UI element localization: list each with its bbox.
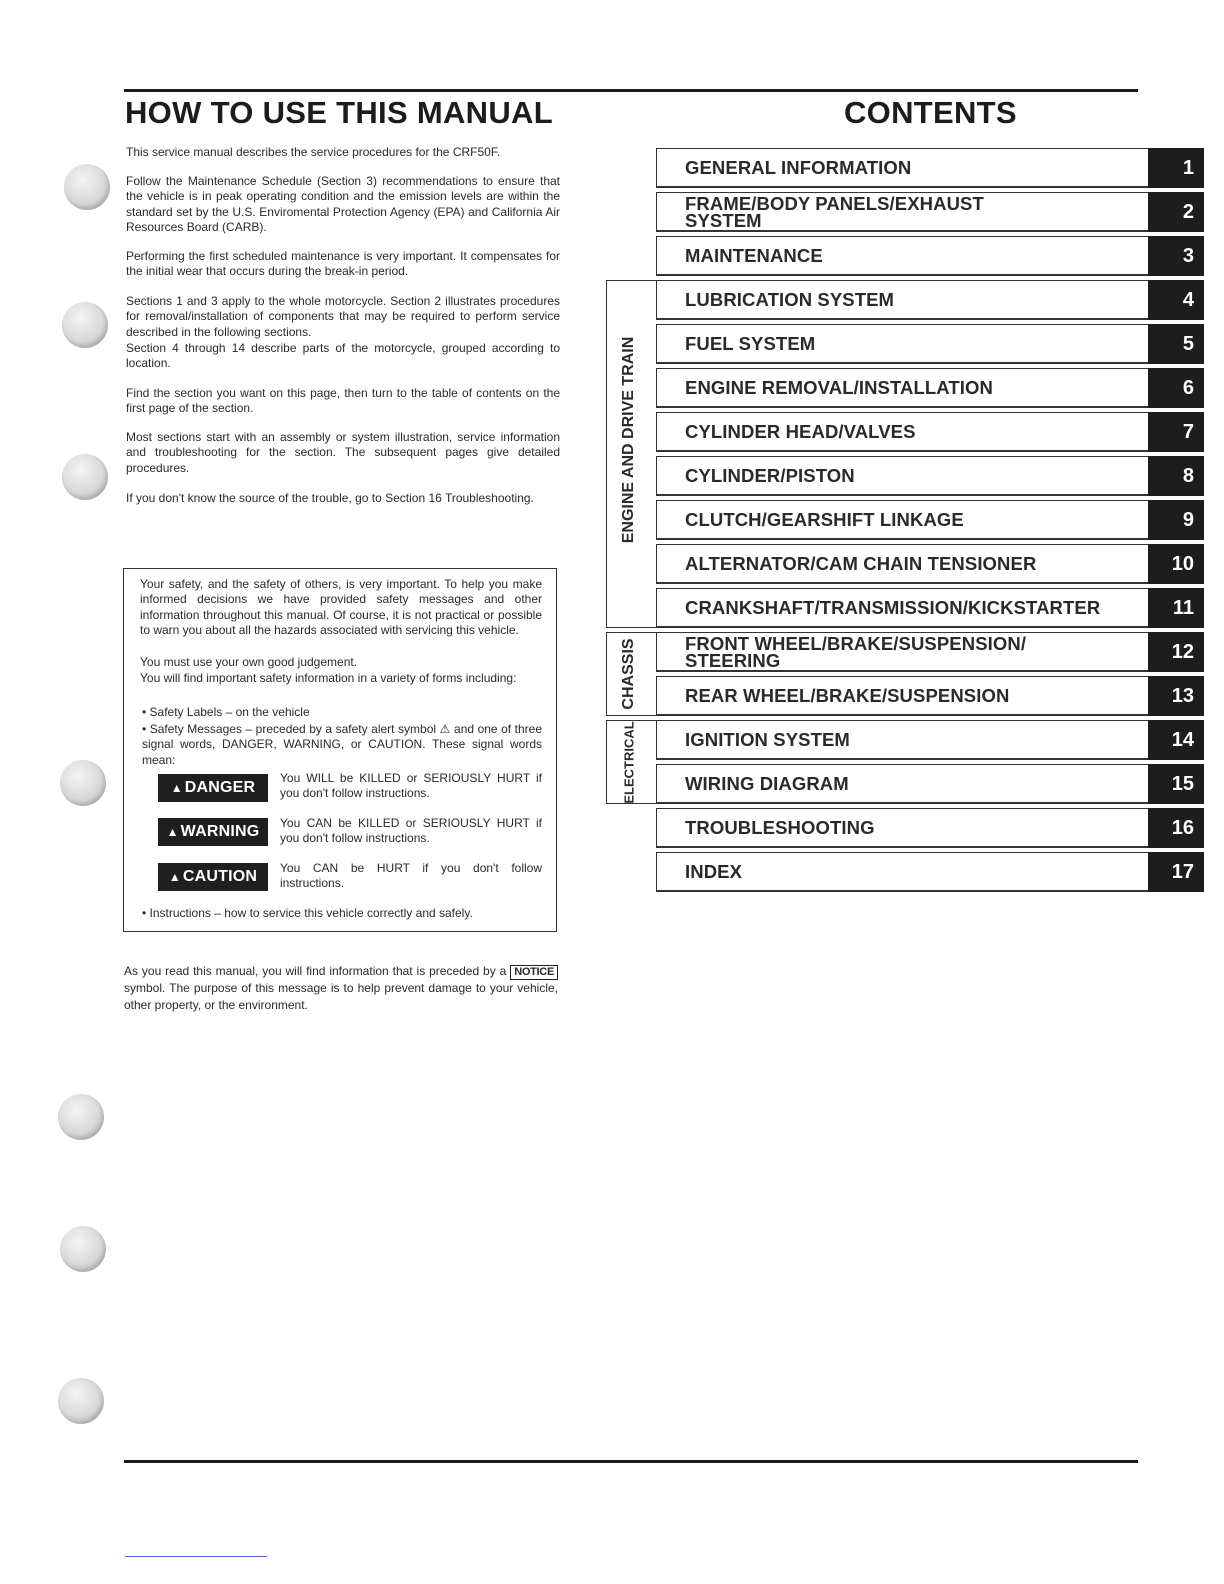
warning-text: You CAN be KILLED or SERIOUSLY HURT if you don't follow instructions. — [280, 816, 542, 846]
binder-hole — [58, 1094, 104, 1140]
bullet-instructions: • Instructions – how to service this vehicle correctly and safely. — [142, 906, 473, 920]
group-electrical — [606, 720, 656, 804]
toc-item[interactable]: LUBRICATION SYSTEM 4 — [656, 280, 1204, 320]
toc-item[interactable]: GENERAL INFORMATION 1 — [656, 148, 1204, 188]
safety-forms: You will find important safety information in a variety of forms including: — [140, 671, 517, 685]
binder-hole — [64, 164, 110, 210]
danger-label: ▲ DANGER — [158, 774, 268, 802]
alert-triangle-icon: ▲ — [166, 825, 179, 839]
section-tab[interactable]: 14 — [1148, 720, 1204, 760]
top-rule — [124, 89, 1138, 92]
toc-item[interactable]: CRANKSHAFT/TRANSMISSION/KICKSTARTER 11 — [656, 588, 1204, 628]
notice-paragraph: As you read this manual, you will find information that is preceded by a NOTICE symbol. The purpose of this message is to help prevent damage to your vehicle, other property, or the environment. — [124, 964, 558, 1012]
alert-triangle-icon: ▲ — [168, 870, 181, 884]
binder-hole — [62, 302, 108, 348]
structure-paragraph: Most sections start with an assembly or system illustration, service information and troubleshooting for the section. The subsequent pages give detailed procedures. — [126, 430, 560, 475]
toc-item[interactable]: CYLINDER/PISTON 8 — [656, 456, 1204, 496]
sections-paragraph: Sections 1 and 3 apply to the whole motorcycle. Section 2 illustrates procedures for removal/installation of components that may be required to perform service described in the following sections. — [126, 294, 560, 339]
section-tab[interactable]: 11 — [1148, 588, 1204, 628]
section-tab[interactable]: 5 — [1148, 324, 1204, 364]
contents-title: CONTENTS — [844, 95, 1017, 130]
intro-paragraph: This service manual describes the service procedures for the CRF50F. — [126, 145, 501, 159]
sections-4-14-paragraph: Section 4 through 14 describe parts of the motorcycle, grouped according to location. — [126, 341, 560, 371]
safety-judgement: You must use your own good judgement. — [140, 655, 358, 669]
toc-item[interactable]: INDEX 17 — [656, 852, 1204, 892]
group-label-chassis: CHASSIS — [620, 638, 637, 710]
section-tab[interactable]: 15 — [1148, 764, 1204, 804]
toc-item[interactable]: CYLINDER HEAD/VALVES 7 — [656, 412, 1204, 452]
group-chassis — [606, 632, 656, 716]
toc-item[interactable]: CLUTCH/GEARSHIFT LINKAGE 9 — [656, 500, 1204, 540]
notice-tag: NOTICE — [510, 965, 558, 980]
section-tab[interactable]: 16 — [1148, 808, 1204, 848]
group-label-engine: ENGINE AND DRIVE TRAIN — [620, 336, 637, 544]
toc-item[interactable]: REAR WHEEL/BRAKE/SUSPENSION 13 — [656, 676, 1204, 716]
toc-item[interactable]: FRONT WHEEL/BRAKE/SUSPENSION/ STEERING 12 — [656, 632, 1204, 672]
safety-info-box — [123, 568, 557, 932]
footer-link-line — [125, 1556, 267, 1557]
caution-text: You CAN be HURT if you don't follow instructions. — [280, 861, 542, 891]
binder-hole — [60, 760, 106, 806]
find-section-paragraph: Find the section you want on this page, then turn to the table of contents on the first page of the section. — [126, 386, 560, 416]
bullet-safety-labels: • Safety Labels – on the vehicle — [142, 705, 310, 719]
toc-item[interactable]: ALTERNATOR/CAM CHAIN TENSIONER 10 — [656, 544, 1204, 584]
warning-label: ▲ WARNING — [158, 818, 268, 846]
page-title: HOW TO USE THIS MANUAL — [125, 95, 553, 130]
bullet-safety-messages: • Safety Messages – preceded by a safety alert symbol ⚠ and one of three signal words, DANGER, WARNING, or CAUTION. These signal words mean: — [142, 722, 542, 767]
toc-item[interactable]: FRAME/BODY PANELS/EXHAUST SYSTEM 2 — [656, 192, 1204, 232]
first-maintenance-paragraph: Performing the first scheduled maintenance is very important. It compensates for the initial wear that occurs during the break-in period. — [126, 249, 560, 279]
section-tab[interactable]: 6 — [1148, 368, 1204, 408]
section-tab[interactable]: 3 — [1148, 236, 1204, 276]
group-engine — [606, 280, 656, 628]
group-label-electrical: ELECTRICAL — [621, 721, 637, 804]
section-tab[interactable]: 8 — [1148, 456, 1204, 496]
danger-text: You WILL be KILLED or SERIOUSLY HURT if you don't follow instructions. — [280, 771, 542, 801]
section-tab[interactable]: 12 — [1148, 632, 1204, 672]
toc-item[interactable]: FUEL SYSTEM 5 — [656, 324, 1204, 364]
section-tab[interactable]: 13 — [1148, 676, 1204, 716]
alert-triangle-icon: ▲ — [170, 781, 183, 795]
section-tab[interactable]: 17 — [1148, 852, 1204, 892]
section-tab[interactable]: 7 — [1148, 412, 1204, 452]
binder-hole — [58, 1378, 104, 1424]
binder-hole — [60, 1226, 106, 1272]
section-tab[interactable]: 4 — [1148, 280, 1204, 320]
maintenance-paragraph: Follow the Maintenance Schedule (Section 3) recommendations to ensure that the vehicle is in peak operating condition and the emission levels are within the standard set by the U.S. Enviromental Protection Agency (EPA) and California Air Resources Board (CARB). — [126, 174, 560, 235]
toc-item[interactable]: ENGINE REMOVAL/INSTALLATION 6 — [656, 368, 1204, 408]
troubleshooting-paragraph: If you don't know the source of the trouble, go to Section 16 Troubleshooting. — [126, 491, 534, 505]
toc-item[interactable]: IGNITION SYSTEM 14 — [656, 720, 1204, 760]
section-tab[interactable]: 9 — [1148, 500, 1204, 540]
section-tab[interactable]: 2 — [1148, 192, 1204, 232]
toc-item[interactable]: MAINTENANCE 3 — [656, 236, 1204, 276]
toc-item[interactable]: WIRING DIAGRAM 15 — [656, 764, 1204, 804]
bottom-rule — [124, 1460, 1138, 1463]
section-tab[interactable]: 10 — [1148, 544, 1204, 584]
safety-intro: Your safety, and the safety of others, is very important. To help you make informed decisions we have provided safety messages and other information throughout this manual. Of course, it is not practical or possible to warn you about all the hazards associated with servicing this vehicle. — [140, 577, 542, 638]
section-tab[interactable]: 1 — [1148, 148, 1204, 188]
caution-label: ▲ CAUTION — [158, 863, 268, 891]
toc-item[interactable]: TROUBLESHOOTING 16 — [656, 808, 1204, 848]
binder-hole — [62, 454, 108, 500]
